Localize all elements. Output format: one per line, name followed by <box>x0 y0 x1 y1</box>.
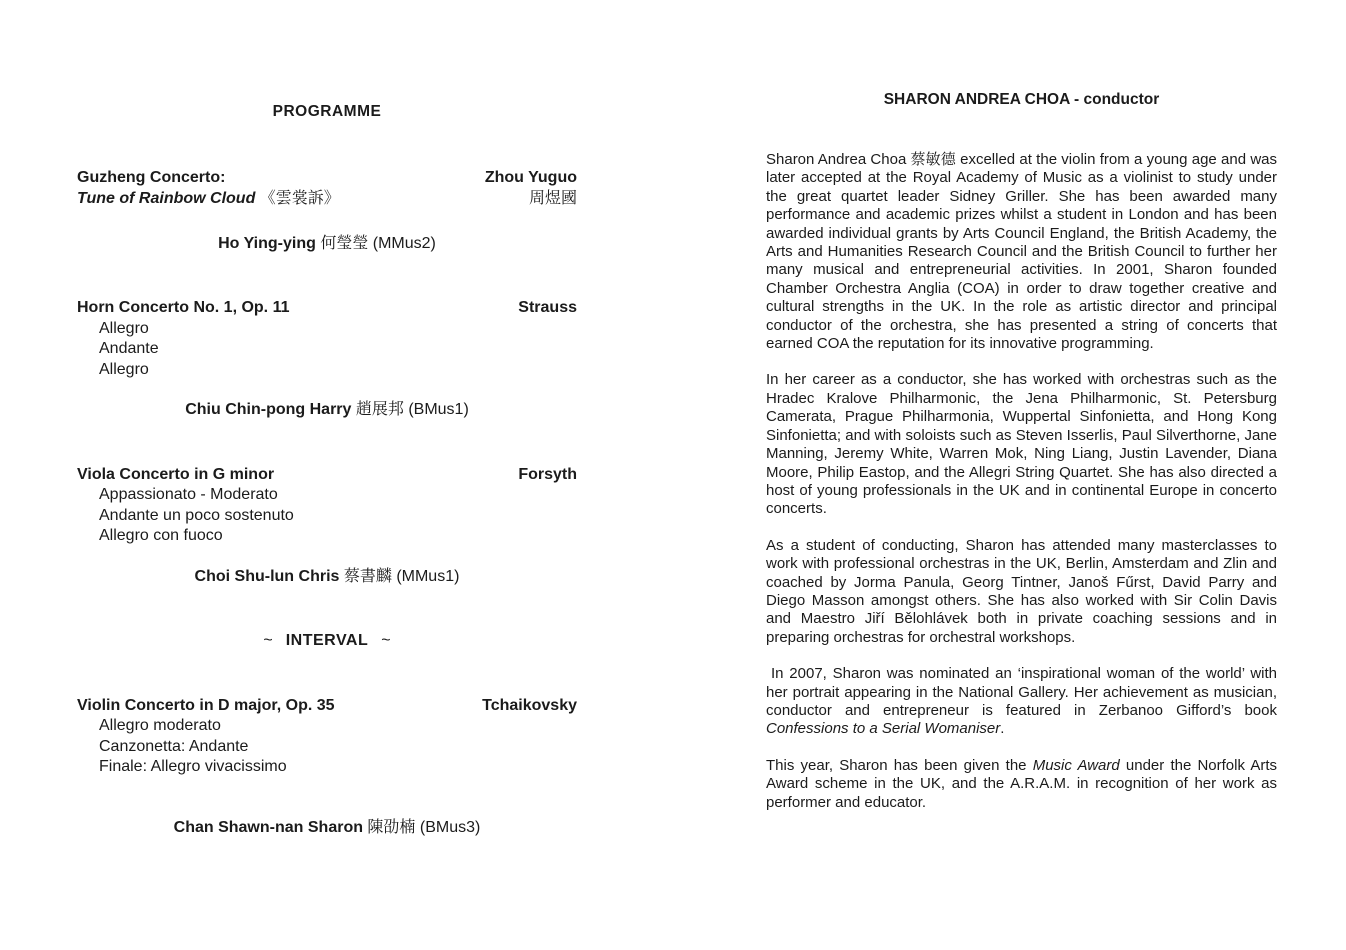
performer-detail: 何瑩瑩 (MMus2) <box>315 234 436 252</box>
bio-text: under the Norfolk Arts Award scheme in the UK, and the A.R.A.M. in recognition of her work as performer and educator. <box>766 756 1277 811</box>
performer-name: Chan Shawn-nan Sharon <box>173 818 363 836</box>
bio-paragraph-4 <box>766 665 1277 739</box>
tilde-right: ~ <box>381 632 391 649</box>
piece-titles <box>77 167 340 210</box>
movement-list <box>77 319 577 381</box>
composer-name-chinese: 周煜國 <box>528 190 577 207</box>
performer-detail: 趙展邦 (BMus1) <box>351 401 469 418</box>
interval-label: INTERVAL <box>285 632 369 649</box>
composer-name: Tchaikovsky <box>482 696 577 714</box>
movement: Andante <box>99 340 159 357</box>
performer-name: Chiu Chin-pong Harry <box>185 401 352 418</box>
piece-guzheng-concerto <box>77 167 577 255</box>
movement: Allegro <box>99 360 149 378</box>
piece-title: Violin Concerto in D major, Op. 35 <box>77 696 335 714</box>
bio-text: In her career as a conductor, she has worked with orchestras such as the Hradec Kralove Philharmonic, the Jena Philharmonic, St. Petersburg Camerata, Prague Philharmonia, Wuppertal Sinfonietta, and Hong Kong Sinfonietta; and with soloists such as Steven Isserlis, Paul Silverthorne, Jane Manning, Jeremy White, Warren Mok, Ning Liang, Justin Lavender, Diana Moore, Philip Eastop, and the Allegri String Quartet. She has also directed a host of young professionals in the UK and in continental Europe in concerto concerts. <box>766 371 1277 518</box>
piece-header <box>77 696 577 717</box>
composer-name: Forsyth <box>518 465 577 483</box>
movement-list <box>77 485 577 547</box>
tilde-left: ~ <box>263 632 273 649</box>
piece-titles <box>77 298 289 319</box>
performer-credit <box>77 234 577 255</box>
movement: Allegro <box>99 319 149 337</box>
piece-subtitle <box>77 188 340 210</box>
bio-text: Sharon Andrea Choa 蔡敏德 excelled at the violin from a young age and was later accepted at the Royal Academy of Music as a violinist to study under the great quartet leader Sidney Griller. She has been awarded many performance and academic prizes whilst a student in London and has been awarded individual grants by Arts Council England, the British Academy, the Arts and Humanities Research Council and the British Council to further her many musical and entrepreneurial activities. In 2001, Sharon founded Chamber Orchestra Anglia (COA) in order to draw together creative and cultural strengths in the UK. In the role as artistic director and principal conductor of the orchestra, she has presented a string of concerts that earned COA the reputation for its innovative programming. <box>766 151 1277 353</box>
piece-title: Horn Concerto No. 1, Op. 11 <box>77 299 290 316</box>
bio-paragraph-1 <box>766 151 1277 353</box>
bio-text: . <box>1000 720 1005 738</box>
biography-title: SHARON ANDREA CHOA - conductor <box>883 91 1160 108</box>
performer-name: Choi Shu-lun Chris <box>194 567 340 585</box>
bio-paragraph-3 <box>766 537 1277 647</box>
performer-credit <box>77 818 577 839</box>
movement-list <box>77 716 577 778</box>
programme-title: PROGRAMME <box>272 103 382 120</box>
bio-paragraph-2 <box>766 371 1277 518</box>
piece-header <box>77 465 577 486</box>
biography-page <box>766 0 1277 812</box>
composer-block <box>485 167 577 210</box>
piece-header <box>77 298 577 319</box>
composer-name: Zhou Yuguo <box>484 168 577 186</box>
award-name-italic: Music Award <box>1032 756 1120 774</box>
piece-title: Guzheng Concerto: <box>77 168 226 186</box>
movement: Allegro moderato <box>99 717 221 734</box>
programme-page <box>77 0 577 838</box>
piece-titles <box>77 465 274 486</box>
bio-text: As a student of conducting, Sharon has attended many masterclasses to work with professional orchestras in the UK, Berlin, Amsterdam and Zlin and coached by Jorma Panula, Georg Tintner, Janoš Fűrst, David Parry and Diego Masson amongst others. She has also worked with Sir Colin Davis and Maestro Jiří Bělohlávek both in private coaching sessions and in preparing orchestras for orchestral workshops. <box>766 536 1277 646</box>
piece-titles <box>77 696 335 717</box>
movement: Canzonetta: Andante <box>99 737 249 755</box>
performer-name: Ho Ying-ying <box>218 234 316 252</box>
piece-subtitle-english: Tune of Rainbow Cloud <box>77 190 256 207</box>
interval-divider <box>77 631 577 652</box>
performer-detail: 蔡書麟 (MMus1) <box>339 567 460 585</box>
bio-text: In 2007, Sharon was nominated an ‘inspirational woman of the world’ with her portrait appearing in the National Gallery. Her achievement as musician, conductor and entrepreneur is featured in Zerbanoo Gifford’s book <box>766 665 1277 719</box>
piece-viola-concerto <box>77 465 577 588</box>
movement: Andante un poco sostenuto <box>99 506 294 524</box>
performer-detail: 陳劭楠 (BMus3) <box>362 818 481 836</box>
piece-violin-concerto <box>77 696 577 839</box>
composer-name: Strauss <box>518 299 577 316</box>
piece-horn-concerto <box>77 298 577 421</box>
movement: Appassionato - Moderato <box>99 486 278 503</box>
performer-credit <box>77 567 577 588</box>
performer-credit <box>77 400 577 421</box>
book-title-italic: Confessions to a Serial Womaniser <box>766 720 1001 738</box>
movement: Allegro con fuoco <box>99 527 223 544</box>
bio-text: This year, Sharon has been given the <box>766 756 1033 774</box>
piece-header <box>77 167 577 210</box>
movement: Finale: Allegro vivacissimo <box>99 758 287 775</box>
piece-subtitle-chinese: 《雲裳訴》 <box>255 190 340 207</box>
bio-paragraph-5 <box>766 757 1277 812</box>
piece-title: Viola Concerto in G minor <box>77 465 275 483</box>
